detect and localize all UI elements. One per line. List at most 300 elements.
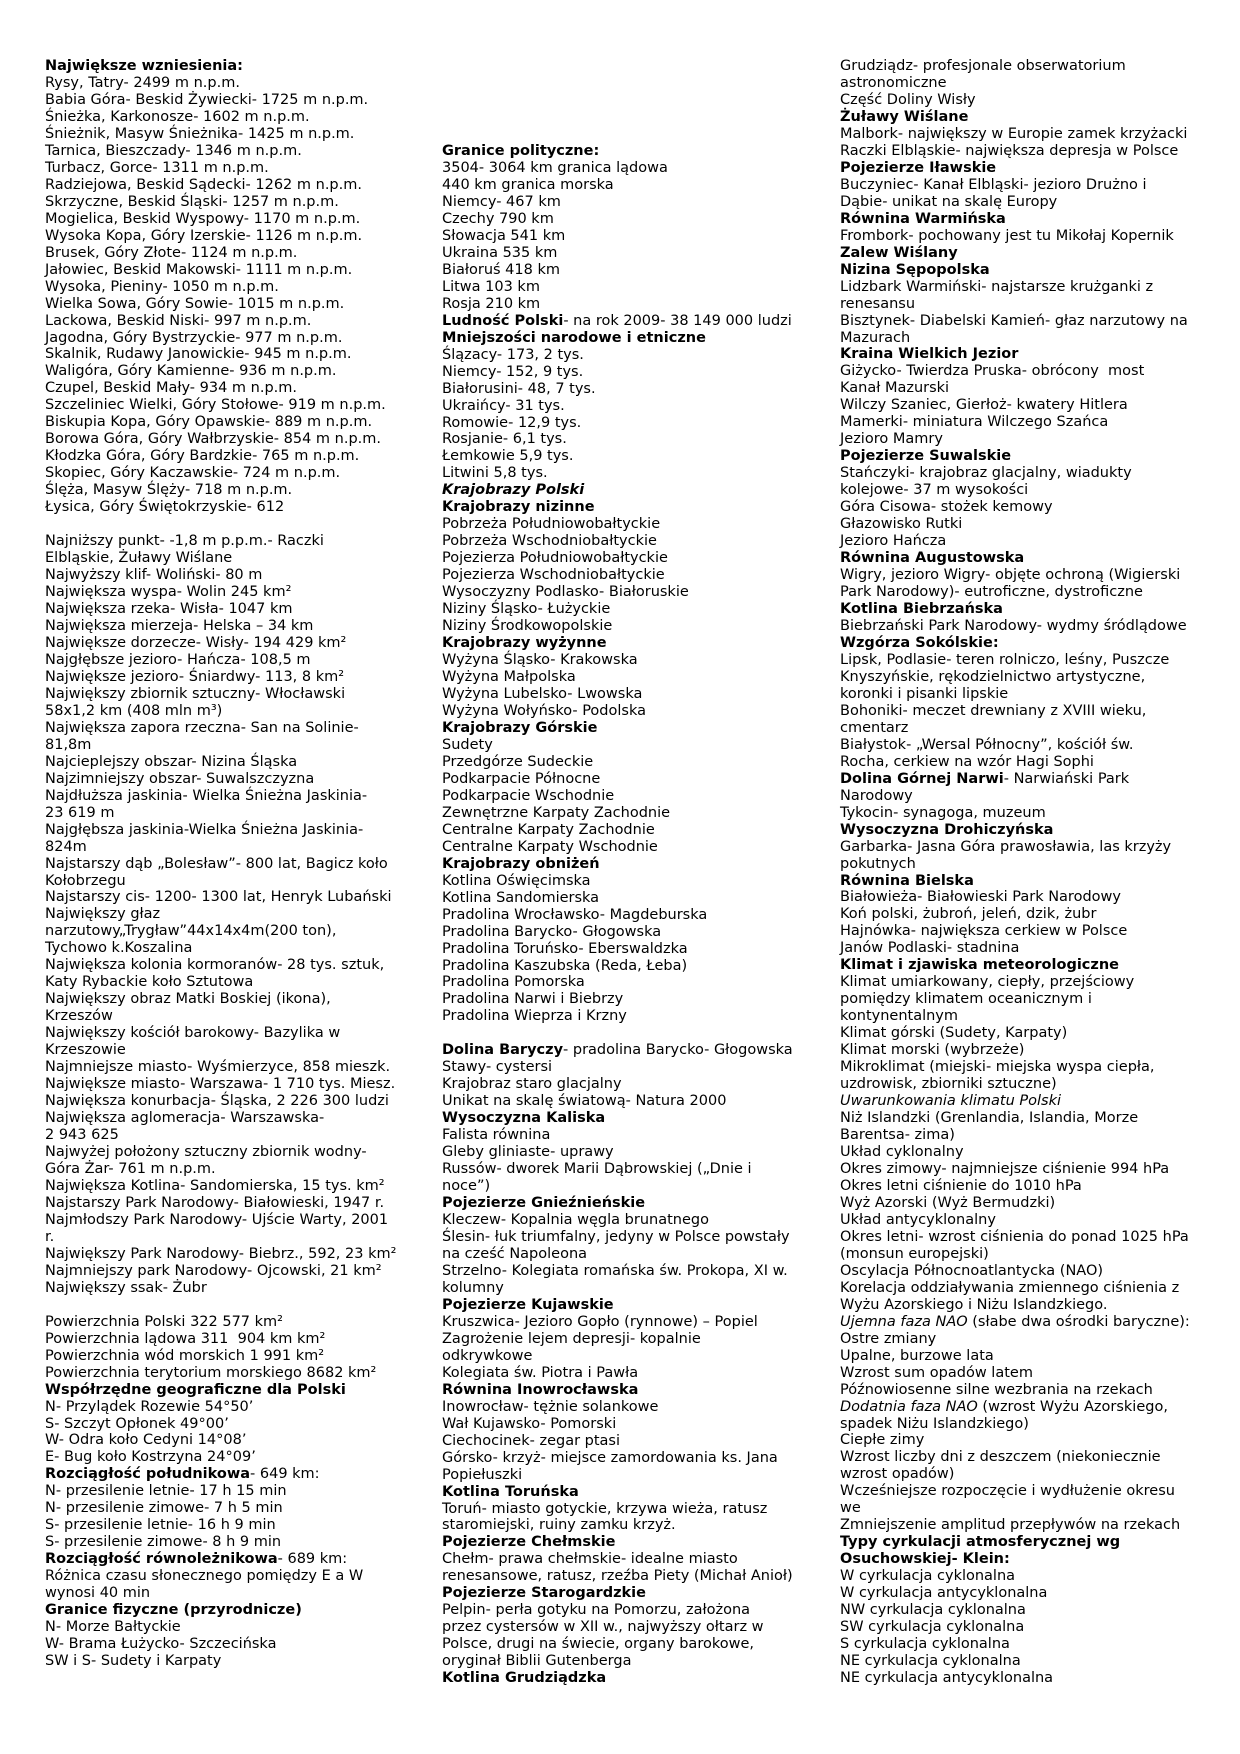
text-line: Największe jezioro- Śniardwy- 113, 8 km² xyxy=(45,668,345,685)
text-line xyxy=(442,635,793,652)
text-line: Rysy, Tatry- 2499 m n.p.m. xyxy=(45,74,240,91)
text-line: Góra Cisowa- stożek kemowy xyxy=(840,499,1053,516)
text-line: Kleczew- Kopalnia węgla brunatnego xyxy=(442,1212,709,1229)
text-line: Niziny Śląsko- Łużyckie xyxy=(442,601,611,618)
text-line: kontynentalnym xyxy=(840,1008,959,1025)
italic-text: Ujemna faza NAO xyxy=(840,1313,968,1330)
text-line: Chełm- prawa chełmskie- idealne miasto xyxy=(442,1551,738,1568)
text-line xyxy=(45,1551,396,1568)
text-line: Wielka Sowa, Góry Sowie- 1015 m n.p.m. xyxy=(45,295,345,312)
body-text: (wzrost Wyżu Azorskiego, xyxy=(977,1398,1168,1415)
text-line: Brusek, Góry Złote- 1124 m n.p.m. xyxy=(45,244,298,261)
text-line: Największy głaz xyxy=(45,906,161,923)
text-line: Zmniejszenie amplitud przepływów na rzekach xyxy=(840,1517,1181,1534)
text-block xyxy=(45,1314,396,1670)
text-line: Mamerki- miniatura Wilczego Szańca xyxy=(840,414,1109,431)
text-line: N- Przylądek Rozewie 54°50’ xyxy=(45,1398,254,1415)
text-line: Jagodna, Góry Bystrzyckie- 977 m n.p.m. xyxy=(45,329,343,346)
text-line: Babia Góra- Beskid Żywiecki- 1725 m n.p.m. xyxy=(45,91,369,108)
text-line: Największa konurbacja- Śląska, 2 226 300 ludzi xyxy=(45,1093,389,1110)
text-line: Pobrzeża Południowobałtyckie xyxy=(442,516,661,533)
text-line: Powierzchnia terytorium morskiego 8682 km² xyxy=(45,1364,377,1381)
text-line: Koń polski, żubroń, jeleń, dzik, żubr xyxy=(840,906,1097,923)
text-line: we xyxy=(840,1500,861,1517)
text-line: Czupel, Beskid Mały- 934 m n.p.m. xyxy=(45,380,298,397)
text-line xyxy=(840,1399,1190,1416)
text-line: NW cyrkulacja cyklonalna xyxy=(840,1602,1026,1619)
text-line: kolejowe- 37 m wysokości xyxy=(840,482,1029,499)
heading-text: Dolina Górnej Narwi xyxy=(840,770,1004,787)
text-line: Przedgórze Sudeckie xyxy=(442,753,594,770)
heading-text: Kraina Wielkich Jezior xyxy=(840,346,1019,363)
text-line: Największe miasto- Warszawa- 1 710 tys. Miesz. xyxy=(45,1076,396,1093)
text-line: Rosjanie- 6,1 tys. xyxy=(442,431,567,448)
heading-text: Współrzędne geograficzne dla Polski xyxy=(45,1381,346,1398)
text-line xyxy=(442,1382,793,1399)
text-line: Strzelno- Kolegiata romańska św. Prokopa, XI w. xyxy=(442,1262,788,1279)
text-line xyxy=(840,873,1190,890)
text-line: Skrzyczne, Beskid Śląski- 1257 m n.p.m. xyxy=(45,193,339,210)
text-line: Białowieża- Białowieski Park Narodowy xyxy=(840,889,1121,906)
text-line: Katy Rybackie koło Sztutowa xyxy=(45,974,254,991)
heading-text: Kotlina Biebrzańska xyxy=(840,601,1003,617)
text-line xyxy=(840,211,1190,228)
text-line xyxy=(840,822,1190,839)
text-line: W- Brama Łużycko- Szczecińska xyxy=(45,1636,277,1653)
text-line: Niż Islandzki (Grenlandia, Islandia, Morze xyxy=(840,1110,1139,1127)
text-line xyxy=(840,1093,1190,1110)
text-line: (monsun europejski) xyxy=(840,1245,989,1262)
heading-text: Żuławy Wiślane xyxy=(840,108,969,125)
text-line: Ciechocinek- zegar ptasi xyxy=(442,1432,621,1449)
text-line: 58x1,2 km (408 mln m³) xyxy=(45,702,223,719)
text-line: Powierzchnia Polski 322 577 km² xyxy=(45,1313,283,1330)
text-line xyxy=(442,1195,793,1212)
text-line: uzdrowisk, zbiorniki sztuczne) xyxy=(840,1076,1057,1093)
text-line: Pradolina Narwi i Biebrzy xyxy=(442,991,624,1008)
text-line: Litwini 5,8 tys. xyxy=(442,465,548,482)
heading-text: Pojezierze Starogardzkie xyxy=(442,1585,646,1602)
text-line xyxy=(442,1670,793,1687)
text-line: Skopiec, Góry Kaczawskie- 724 m n.p.m. xyxy=(45,465,341,482)
column-3 xyxy=(840,58,1190,1687)
text-block xyxy=(45,533,396,1297)
text-line: Łysica, Góry Świętokrzyskie- 612 xyxy=(45,499,285,516)
text-line: Pradolina Pomorska xyxy=(442,974,585,991)
text-line: Największy Park Narodowy- Biebrz., 592, 23 km² xyxy=(45,1245,397,1262)
text-line: Jałowiec, Beskid Makowski- 1111 m n.p.m. xyxy=(45,261,353,278)
text-line: cmentarz xyxy=(840,719,909,736)
text-line xyxy=(442,1110,793,1127)
heading-text: Krajobrazy nizinne xyxy=(442,499,595,516)
text-line: Knyszyńskie, rękodzielnictwo artystyczne, xyxy=(840,668,1146,685)
text-line: Waligóra, Góry Kamienne- 936 m n.p.m. xyxy=(45,363,337,380)
text-line: Buczyniec- Kanał Elbląski- jezioro Drużno i xyxy=(840,176,1147,193)
body-text: - 649 km: xyxy=(250,1466,320,1483)
text-line: astronomiczne xyxy=(840,74,947,91)
heading-text: Rozciągłość południkowa xyxy=(45,1466,251,1483)
text-line: Tychowo k.Koszalina xyxy=(45,940,193,957)
text-line: N- Morze Bałtyckie xyxy=(45,1619,181,1636)
text-line: Ukraina 535 km xyxy=(442,244,558,261)
text-line: oryginał Biblii Gutenberga xyxy=(442,1653,632,1670)
text-line: wynosi 40 min xyxy=(45,1585,151,1602)
text-line: Kłodzka Góra, Góry Bardzkie- 765 m n.p.m. xyxy=(45,448,360,465)
text-line: Kotlina Sandomierska xyxy=(442,889,600,906)
text-line xyxy=(840,1551,1190,1568)
text-line: Sudety xyxy=(442,736,493,753)
text-line: Wzrost liczby dni z deszczem (niekoniecznie xyxy=(840,1449,1161,1466)
text-line: W cyrkulacja antycyklonalna xyxy=(840,1585,1048,1602)
text-line: Ślesin- łuk triumfalny, jedyny w Polsce powstały xyxy=(442,1229,790,1245)
text-line: Ukraińcy- 31 tys. xyxy=(442,397,565,414)
text-line xyxy=(45,1466,396,1483)
heading-text: Osuchowskiej- Klein: xyxy=(840,1551,1010,1568)
text-line: Tarnica, Bieszczady- 1346 m n.p.m. xyxy=(45,142,302,159)
text-line: Lackowa, Beskid Niski- 997 m n.p.m. xyxy=(45,312,312,329)
text-line xyxy=(442,143,793,160)
text-line: Najgłębsze jezioro- Hańcza- 108,5 m xyxy=(45,651,311,668)
text-line xyxy=(840,601,1190,618)
text-line: Krzeszowie xyxy=(45,1042,126,1059)
text-block xyxy=(840,58,1190,1687)
text-line: Raczki Elbląskie- największa depresja w Polsce xyxy=(840,142,1179,159)
text-line: Centralne Karpaty Wschodnie xyxy=(442,838,658,855)
body-text: - 689 km: xyxy=(277,1551,348,1568)
text-line xyxy=(442,856,793,873)
heading-text: Wysoczyzna Kaliska xyxy=(442,1110,606,1127)
text-line: Klimat umiarkowany, ciepły, przejściowy xyxy=(840,974,1135,991)
text-line: Białoruś 418 km xyxy=(442,261,560,278)
text-line xyxy=(442,330,793,347)
heading-text: Pojezierze Chełmskie xyxy=(442,1534,616,1551)
text-line: Litwa 103 km xyxy=(442,278,540,295)
text-line xyxy=(840,1314,1190,1331)
heading-text: Kotlina Toruńska xyxy=(442,1483,579,1500)
text-line: Największy kościół barokowy- Bazylika w xyxy=(45,1025,341,1042)
text-line: Polsce, drugi na świecie, organy barokowe, xyxy=(442,1636,754,1653)
text-line: Toruń- miasto gotyckie, krzywa wieża, ratusz xyxy=(442,1500,768,1517)
text-line xyxy=(442,1585,793,1602)
text-line xyxy=(442,499,793,516)
text-line: 824m xyxy=(45,838,87,855)
text-line xyxy=(840,245,1190,262)
text-line: Centralne Karpaty Zachodnie xyxy=(442,821,655,838)
text-line: Niemcy- 152, 9 tys. xyxy=(442,363,584,380)
text-line xyxy=(442,1042,793,1059)
text-line: Bisztynek- Diabelski Kamień- głaz narzutowy na xyxy=(840,312,1188,329)
text-line: Malbork- największy w Europie zamek krzyżacki xyxy=(840,125,1188,142)
text-line: Popiełuszki xyxy=(442,1466,523,1483)
text-line xyxy=(840,635,1190,652)
text-line: Pobrzeża Wschodniobałtyckie xyxy=(442,533,657,550)
text-line xyxy=(840,771,1190,788)
body-text: (słabe dwa ośrodki baryczne): xyxy=(967,1313,1190,1330)
text-line: Radziejowa, Beskid Sądecki- 1262 m n.p.m. xyxy=(45,176,362,193)
text-line: Największa aglomeracja- Warszawska- xyxy=(45,1110,325,1127)
text-line: Wysoka Kopa, Góry Izerskie- 1126 m n.p.m. xyxy=(45,227,363,244)
text-line: 2 943 625 xyxy=(45,1127,119,1144)
text-line: Pradolina Wieprza i Krzny xyxy=(442,1008,627,1025)
text-line: Podkarpacie Wschodnie xyxy=(442,787,615,804)
text-line: Biskupia Kopa, Góry Opawskie- 889 m n.p.m. xyxy=(45,414,373,431)
text-line: Najwyżej położony sztuczny zbiornik wodny- xyxy=(45,1144,367,1160)
text-line: Kruszwica- Jezioro Gopło (rynnowe) – Popiel xyxy=(442,1313,758,1330)
text-line: Kanał Mazurski xyxy=(840,380,950,397)
text-line: Pradolina Wrocławsko- Magdeburska xyxy=(442,906,708,923)
text-line: Układ cyklonalny xyxy=(840,1144,964,1160)
text-line: NE cyrkulacja antycyklonalna xyxy=(840,1670,1054,1687)
heading-text: Krajobrazy obniżeń xyxy=(442,855,600,872)
text-block xyxy=(442,1042,793,1687)
text-line xyxy=(442,1484,793,1501)
text-line: Największa mierzeja- Helska – 34 km xyxy=(45,617,314,634)
text-line: Najzimniejszy obszar- Suwalszczyzna xyxy=(45,770,315,787)
heading-text: Kotlina Grudziądzka xyxy=(442,1670,607,1687)
text-line: Jezioro Hańcza xyxy=(840,533,947,550)
text-line: Krzeszów xyxy=(45,1008,113,1025)
heading-text: Granice fizyczne (przyrodnicze) xyxy=(45,1602,302,1619)
text-line: Wyżyna Małpolska xyxy=(442,669,576,686)
text-line: Borowa Góra, Góry Wałbrzyskie- 854 m n.p.m. xyxy=(45,431,381,448)
text-line xyxy=(840,957,1190,974)
text-line: koronki i pisanki lipskie xyxy=(840,685,1009,702)
text-line: Wyż Azorski (Wyż Bermudzki) xyxy=(840,1194,1056,1211)
column-2 xyxy=(442,143,793,1687)
text-line: Pradolina Barycko- Głogowska xyxy=(442,923,662,940)
text-line: SW i S- Sudety i Karpaty xyxy=(45,1653,222,1670)
text-line: W- Odra koło Cedyni 14°08’ xyxy=(45,1432,247,1449)
text-line: NE cyrkulacja cyklonalna xyxy=(840,1653,1021,1670)
heading-text: Równina Warmińska xyxy=(840,210,1006,227)
heading-text: Klimat i zjawiska meteorologiczne xyxy=(840,957,1119,974)
text-line: Klimat górski (Sudety, Karpaty) xyxy=(840,1025,1068,1042)
text-line: Pojezierza Wschodniobałtyckie xyxy=(442,567,665,584)
text-line: Różnica czasu słonecznego pomiędzy E a W xyxy=(45,1568,364,1585)
text-line: Śnieżka, Karkonosze- 1602 m n.p.m. xyxy=(45,108,310,125)
italic-text: Dodatnia faza NAO xyxy=(840,1398,978,1415)
heading-text: Pojezierze Kujawskie xyxy=(442,1296,614,1313)
text-line: Russów- dworek Marii Dąbrowskiej („Dnie i xyxy=(442,1161,752,1178)
text-line xyxy=(840,346,1190,363)
text-line: Dąbie- unikat na skalę Europy xyxy=(840,193,1058,210)
text-line: Największy obraz Matki Boskiej (ikona), xyxy=(45,991,331,1008)
text-line: Park Narodowy)- eutroficzne, dystroficzne xyxy=(840,584,1143,601)
text-line xyxy=(840,550,1190,567)
text-line: Pojezierza Południowobałtyckie xyxy=(442,550,668,567)
text-line: Wał Kujawsko- Pomorski xyxy=(442,1415,617,1432)
text-line xyxy=(840,448,1190,465)
text-line: Oscylacja Północnoatlantycka (NAO) xyxy=(840,1262,1104,1279)
text-line: Wigry, jezioro Wigry- objęte ochroną (Wigierski xyxy=(840,567,1181,584)
text-line: Późnowiosenne silne wezbrania na rzekach xyxy=(840,1381,1153,1398)
text-line: kolumny xyxy=(442,1279,504,1296)
text-line: Pelpin- perła gotyku na Pomorzu, założona xyxy=(442,1602,751,1619)
text-line: Powierzchnia wód morskich 1 991 km² xyxy=(45,1347,325,1364)
text-line: E- Bug koło Kostrzyna 24°09’ xyxy=(45,1449,256,1466)
text-line: pokutnych xyxy=(840,855,916,872)
text-line xyxy=(442,482,793,499)
text-line: Klimat morski (wybrzeże) xyxy=(840,1042,1025,1059)
text-line xyxy=(840,109,1190,126)
heading-text: Mniejszości narodowe i etniczne xyxy=(442,329,706,346)
text-line: Wyżyna Śląsko- Krakowska xyxy=(442,652,638,669)
text-line: Biebrzański Park Narodowy- wydmy śródlądowe xyxy=(840,617,1187,634)
text-line xyxy=(840,262,1190,279)
text-line: Najstarszy cis- 1200- 1300 lat, Henryk Lubański xyxy=(45,889,392,906)
text-line: Elbląskie, Żuławy Wiślane xyxy=(45,550,233,567)
text-line: Lipsk, Podlasie- teren rolniczo, leśny, Puszcze xyxy=(840,651,1170,668)
text-line: Kotlina Oświęcimska xyxy=(442,872,591,889)
text-line: narzutowy„Trygław”44x14x4m(200 ton), xyxy=(45,923,337,940)
heading-text: Wzgórza Sokólskie: xyxy=(840,634,999,651)
text-line: Rocha, cerkiew na wzór Hagi Sophi xyxy=(840,753,1094,770)
text-line: na cześć Napoleona xyxy=(442,1245,588,1262)
text-line: Romowie- 12,9 tys. xyxy=(442,414,582,431)
heading-text: Dolina Baryczy xyxy=(442,1042,564,1059)
text-line: Słowacja 541 km xyxy=(442,227,566,244)
text-line: Najstarszy Park Narodowy- Białowieski, 1947 r. xyxy=(45,1194,385,1211)
heading-text: Typy cyrkulacji atmosferycznej wg xyxy=(840,1534,1121,1551)
text-line: 23 619 m xyxy=(45,804,115,821)
text-line xyxy=(840,1534,1190,1551)
heading-text: Wysoczyzna Drohiczyńska xyxy=(840,821,1054,838)
text-line xyxy=(45,1382,396,1399)
text-line: Bohoniki- meczet drewniany z XVIII wieku, xyxy=(840,702,1147,719)
text-line xyxy=(45,58,396,75)
text-line: Inowrocław- tężnie solankowe xyxy=(442,1398,659,1415)
text-line: Hajnówka- największa cerkiew w Polsce xyxy=(840,923,1128,940)
text-line xyxy=(442,1297,793,1314)
text-line: Mazurach xyxy=(840,329,911,346)
heading-text: Rozciągłość równoleżnikowa xyxy=(45,1551,278,1568)
text-line: Wyżyna Wołyńsko- Podolska xyxy=(442,702,646,719)
text-line xyxy=(442,1534,793,1551)
text-line: Wcześniejsze rozpoczęcie i wydłużenie okresu xyxy=(840,1483,1175,1500)
text-line: Korelacja oddziaływania zmiennego ciśnienia z xyxy=(840,1279,1180,1296)
column-1 xyxy=(45,58,396,1670)
text-line: Tykocin- synagoga, muzeum xyxy=(840,804,1046,821)
text-block xyxy=(45,58,396,516)
text-line: renesansowe, ratusz, rzeźba Piety (Michał Anioł) xyxy=(442,1568,793,1585)
text-line: Barentsa- zima) xyxy=(840,1127,955,1144)
text-line: Głazowisko Rutki xyxy=(840,516,963,533)
text-line: Największy zbiornik sztuczny- Włocławski xyxy=(45,685,346,702)
text-line: Skalnik, Rudawy Janowickie- 945 m n.p.m. xyxy=(45,346,352,363)
text-line: Okres letni- wzrost ciśnienia do ponad 1025 hPa xyxy=(840,1228,1189,1245)
text-line: Największy ssak- Żubr xyxy=(45,1279,207,1296)
text-line: Turbacz, Gorce- 1311 m n.p.m. xyxy=(45,159,269,176)
text-line: Ciepłe zimy xyxy=(840,1432,925,1449)
heading-text: Ludność Polski xyxy=(442,312,564,329)
text-line: Wysoczyzny Podlasko- Białoruskie xyxy=(442,584,689,601)
text-line: 81,8m xyxy=(45,736,92,753)
text-line: Wyżyna Lubelsko- Lwowska xyxy=(442,686,643,702)
text-line xyxy=(442,720,793,737)
heading-text: Pojezierze Gnieźnieńskie xyxy=(442,1195,646,1212)
heading-text: Pojezierze Suwalskie xyxy=(840,448,1012,465)
text-line: Najwyższy klif- Woliński- 80 m xyxy=(45,567,263,584)
text-line: 3504- 3064 km granica lądowa xyxy=(442,159,668,176)
text-line: Jezioro Mamry xyxy=(840,431,943,448)
heading-text: Równina Bielska xyxy=(840,872,974,889)
text-line: Mogielica, Beskid Wyspowy- 1170 m n.p.m. xyxy=(45,210,361,227)
text-line: Narodowy xyxy=(840,787,913,804)
heading-text: Zalew Wiślany xyxy=(840,244,958,261)
text-line: W cyrkulacja cyklonalna xyxy=(840,1568,1016,1585)
text-line: staromiejski, ruiny zamku krzyż. xyxy=(442,1517,676,1534)
text-line: r. xyxy=(45,1228,55,1245)
text-line: renesansu xyxy=(840,295,916,312)
text-line: Upalne, burzowe lata xyxy=(840,1347,994,1364)
text-line: Najcieplejszy obszar- Nizina Śląska xyxy=(45,753,298,770)
text-line: Najmniejsze miasto- Wyśmierzyce, 858 mieszk. xyxy=(45,1059,391,1076)
text-line: Najmłodszy Park Narodowy- Ujście Warty, 2001 xyxy=(45,1211,389,1228)
text-line: Najniższy punkt- -1,8 m p.p.m.- Raczki xyxy=(45,533,324,550)
text-line: Góra Żar- 761 m n.p.m. xyxy=(45,1160,216,1177)
text-line: S- Szczyt Opłonek 49°00’ xyxy=(45,1415,229,1432)
text-line: Unikat na skalę światową- Natura 2000 xyxy=(442,1093,727,1110)
text-line: N- przesilenie zimowe- 7 h 5 min xyxy=(45,1500,283,1517)
text-line: Wzrost sum opadów latem xyxy=(840,1364,1033,1381)
text-line: Wilczy Szaniec, Gierłoż- kwatery Hitlera xyxy=(840,397,1128,414)
text-line: Zagrożenie lejem depresji- kopalnie xyxy=(442,1330,701,1347)
text-line: Mikroklimat (miejski- miejska wyspa ciepła, xyxy=(840,1059,1155,1076)
text-line: Niemcy- 467 km xyxy=(442,193,561,210)
text-line: Łemkowie 5,9 tys. xyxy=(442,448,574,465)
text-line: Największa wyspa- Wolin 245 km² xyxy=(45,584,292,601)
text-line: S- przesilenie letnie- 16 h 9 min xyxy=(45,1517,276,1534)
heading-text: Krajobrazy wyżynne xyxy=(442,635,607,652)
text-line: Kołobrzegu xyxy=(45,872,126,889)
text-line: Białystok- „Wersal Północny”, kościół św. xyxy=(840,736,1134,753)
text-line: przez cystersów w XII w., najwyższy ołtarz w xyxy=(442,1619,764,1636)
text-line: Śnieżnik, Masyw Śnieżnika- 1425 m n.p.m. xyxy=(45,125,355,142)
text-line: Stawy- cystersi xyxy=(442,1059,553,1076)
text-line: Falista równina xyxy=(442,1127,551,1144)
italic-text: Uwarunkowania klimatu Polski xyxy=(840,1093,1061,1110)
heading-text: Największe wzniesienia: xyxy=(45,58,243,74)
text-line: N- przesilenie letnie- 17 h 15 min xyxy=(45,1483,287,1500)
text-line: Część Doliny Wisły xyxy=(840,91,976,108)
text-line: Stańczyki- krajobraz glacjalny, wiadukty xyxy=(840,465,1132,482)
text-line: Janów Podlaski- stadnina xyxy=(840,940,1020,957)
text-line xyxy=(840,160,1190,177)
text-line: Największa rzeka- Wisła- 1047 km xyxy=(45,601,293,617)
text-line: Największa zapora rzeczna- San na Solinie- xyxy=(45,719,359,736)
bold-italic-heading: Krajobrazy Polski xyxy=(442,482,585,499)
text-line xyxy=(442,313,793,330)
heading-text: Pojezierze Iławskie xyxy=(840,159,997,176)
text-line: Gleby gliniaste- uprawy xyxy=(442,1144,614,1161)
text-line: Ślęża, Masyw Ślęży- 718 m n.p.m. xyxy=(45,482,293,499)
text-line: Powierzchnia lądowa 311 904 km km² xyxy=(45,1330,326,1347)
text-line: Największa kolonia kormoranów- 28 tys. sztuk, xyxy=(45,957,385,974)
text-line: Zewnętrzne Karpaty Zachodnie xyxy=(442,804,671,821)
text-line: Ostre zmiany xyxy=(840,1330,937,1347)
text-line: S- przesilenie zimowe- 8 h 9 min xyxy=(45,1534,282,1551)
body-text: - pradolina Barycko- Głogowska xyxy=(563,1042,793,1059)
text-line: Największe dorzecze- Wisły- 194 429 km² xyxy=(45,634,347,651)
text-line: Lidzbark Warmiński- najstarsze krużganki z xyxy=(840,278,1154,295)
text-line: Rosja 210 km xyxy=(442,295,541,312)
text-line: Szczeliniec Wielki, Góry Stołowe- 919 m n.p.m. xyxy=(45,397,386,414)
text-line: spadek Niżu Islandzkiego) xyxy=(840,1415,1029,1432)
text-line: Grudziądz- profesjonale obserwatorium xyxy=(840,58,1126,74)
text-line: Najgłębsza jaskinia-Wielka Śnieżna Jaskinia- xyxy=(45,821,364,838)
text-line: Białorusini- 48, 7 tys. xyxy=(442,380,596,397)
text-line: Najmniejszy park Narodowy- Ojcowski, 21 km² xyxy=(45,1262,382,1279)
